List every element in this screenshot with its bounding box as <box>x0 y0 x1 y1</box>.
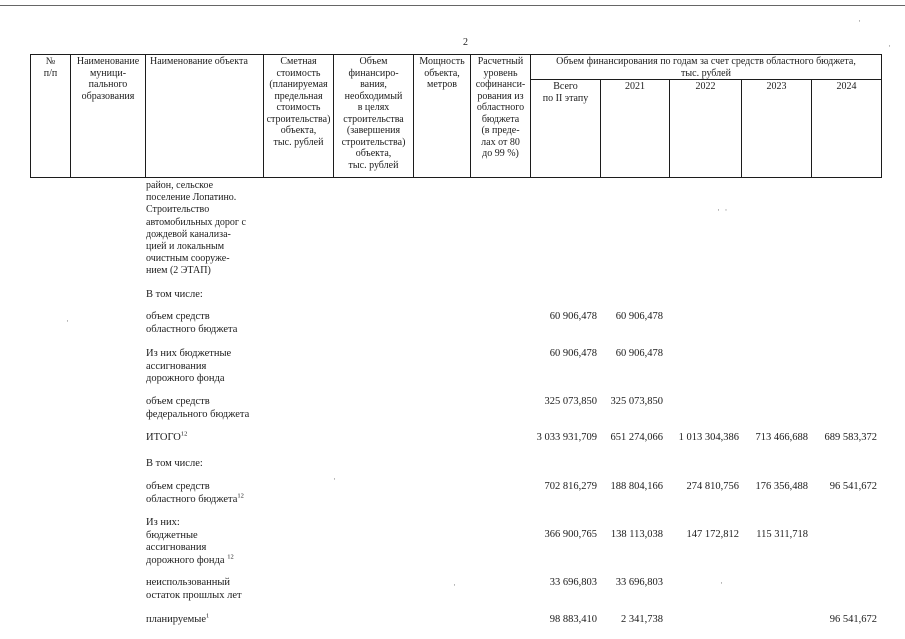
row-label: В том числе: <box>146 458 203 469</box>
cell-2022: 1 013 304,386 <box>678 432 739 443</box>
cell-2024: 96 541,672 <box>829 614 877 625</box>
row-label <box>146 432 266 445</box>
row-label: В том числе: <box>146 289 203 300</box>
cell-2021: 188 804,166 <box>610 481 663 492</box>
row-label <box>146 517 266 567</box>
cell-2022: 147 172,812 <box>686 529 739 540</box>
cell-total: 33 696,803 <box>549 577 597 588</box>
row-label-text: Из них: бюджетные ассигнования дорожного фонда <box>146 517 225 566</box>
header-col-2022: 2022 <box>670 80 742 178</box>
scan-speck: · <box>888 41 891 51</box>
header-col-volume: Объем финансиро- вания, необходимый в целях строительства (завершения строительства) объекта, тыс. рублей <box>334 55 414 178</box>
header-col-2021: 2021 <box>601 80 670 178</box>
footnote-mark: 12 <box>180 430 188 438</box>
top-edge-rule <box>0 5 905 6</box>
scan-speck: · <box>333 474 336 484</box>
cell-2023: 713 466,688 <box>755 432 808 443</box>
cell-total: 702 816,279 <box>544 481 597 492</box>
scan-speck: · · <box>717 205 728 215</box>
object-name-continued: район, сельское поселение Лопатино. Строительство автомобильных дорог с дождевой канализа- цией и локальным очистным сооруже- нием (2 ЭТАП) <box>146 180 246 277</box>
header-col-municipality: Наименование муници- пального образования <box>71 55 146 178</box>
row-label-text: ИТОГО <box>146 432 181 443</box>
header-col-2023: 2023 <box>742 80 812 178</box>
row-label: объем средств областного бюджета <box>146 311 238 335</box>
header-col-number: № п/п <box>31 55 71 178</box>
cell-2022: 274 810,756 <box>686 481 739 492</box>
header-col-funding-group: Объем финансирования по годам за счет средств областного бюджета, тыс. рублей <box>531 55 882 80</box>
footnote-mark: 12 <box>237 492 244 499</box>
cell-2023: 115 311,718 <box>756 529 808 540</box>
cell-total: 60 906,478 <box>549 311 597 322</box>
row-label: объем средств федерального бюджета <box>146 396 250 420</box>
cell-total: 3 033 931,709 <box>536 432 597 443</box>
cell-2023: 176 356,488 <box>755 481 808 492</box>
page-number: 2 <box>463 37 468 48</box>
header-col-cofinancing: Расчетный уровень софинанси- рования из областного бюджета (в преде- лах от 80 до 99 %) <box>471 55 531 178</box>
cell-2021: 60 906,478 <box>615 348 663 359</box>
row-label <box>146 614 266 627</box>
header-col-capacity: Мощность объекта, метров <box>414 55 471 178</box>
header-col-2024: 2024 <box>812 80 882 178</box>
scan-speck: · <box>858 16 861 26</box>
scan-speck: · <box>720 578 723 588</box>
row-label-text: объем средств областного бюджета <box>146 481 238 505</box>
header-col-total: Всего по II этапу <box>531 80 601 178</box>
header-col-cost: Сметная стоимость (планируемая предельная стоимость строительства) объекта, тыс. рублей <box>264 55 334 178</box>
cell-total: 60 906,478 <box>549 348 597 359</box>
row-label: Из них бюджетные ассигнования дорожного фонда <box>146 348 232 384</box>
cell-2024: 96 541,672 <box>829 481 877 492</box>
row-label <box>146 481 266 506</box>
cell-2021: 325 073,850 <box>610 396 663 407</box>
cell-total: 325 073,850 <box>544 396 597 407</box>
header-table <box>30 54 882 178</box>
cell-2021: 33 696,803 <box>615 577 663 588</box>
footnote-mark: 12 <box>227 553 234 560</box>
scan-speck: · <box>453 580 456 590</box>
row-label-text: планируемые <box>146 614 207 625</box>
cell-total: 98 883,410 <box>549 614 597 625</box>
cell-2021: 60 906,478 <box>615 311 663 322</box>
cell-2021: 138 113,038 <box>610 529 663 540</box>
cell-2021: 651 274,066 <box>610 432 663 443</box>
cell-2024: 689 583,372 <box>824 432 877 443</box>
scan-speck: · <box>66 316 69 326</box>
header-col-object: Наименование объекта <box>146 55 264 178</box>
cell-2021: 2 341,738 <box>621 614 663 625</box>
row-label: неиспользованный остаток прошлых лет <box>146 577 242 601</box>
footnote-mark: 1 <box>206 612 210 620</box>
cell-total: 366 900,765 <box>544 529 597 540</box>
